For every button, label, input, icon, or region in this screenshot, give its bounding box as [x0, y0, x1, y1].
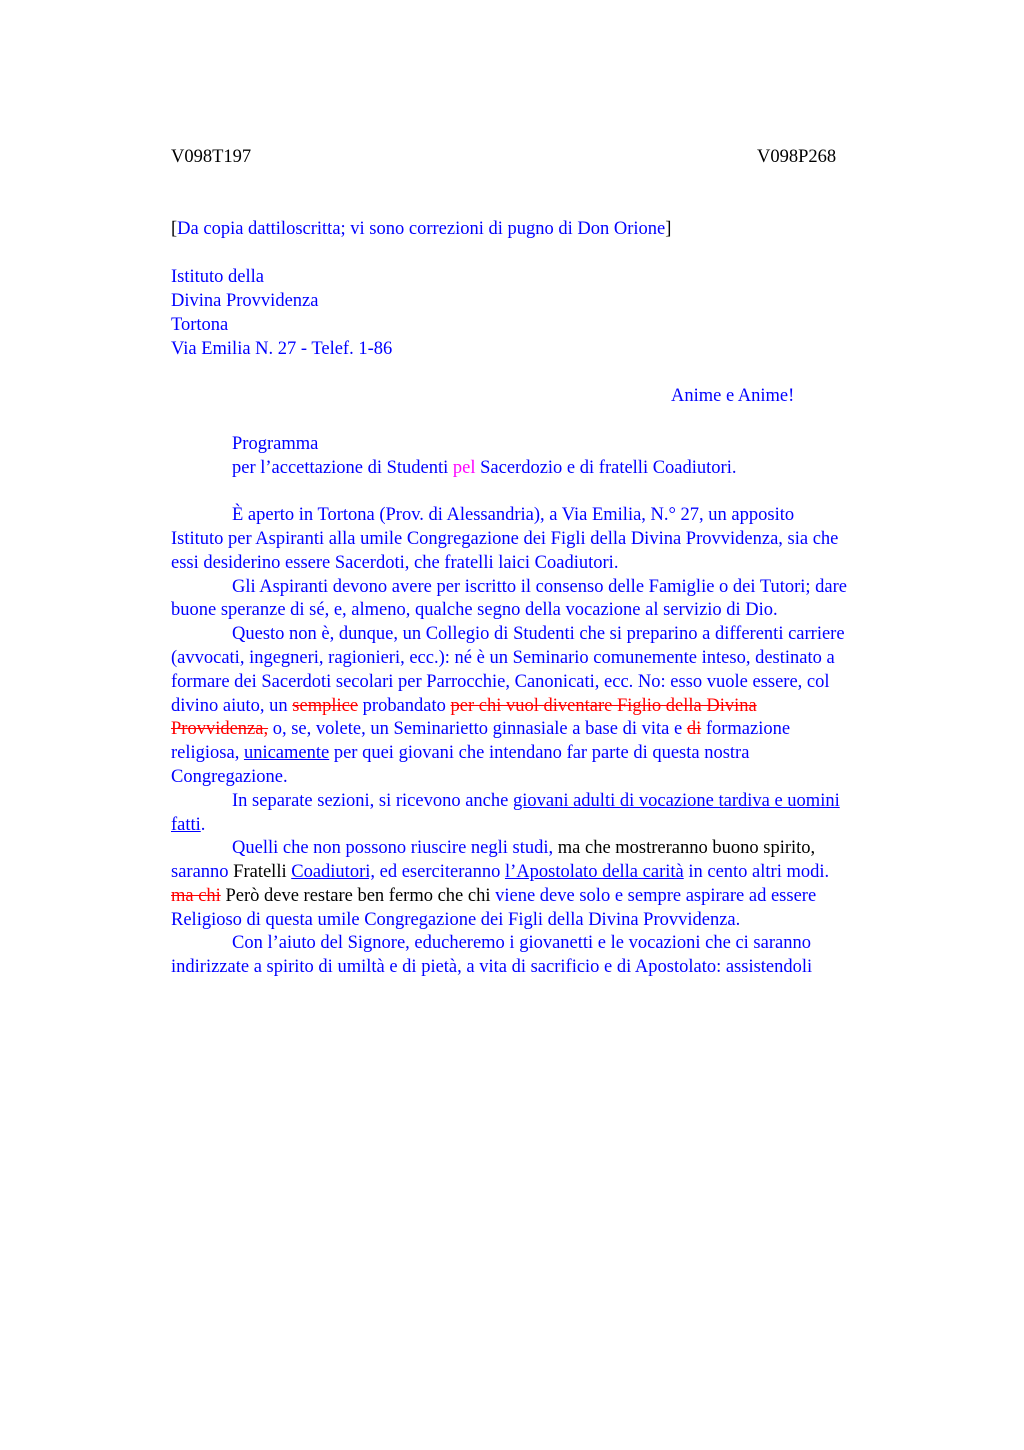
paragraph-line: (avvocati, ingegneri, ragionieri, ecc.): né è un Seminario comunemente inteso, destinato a: [171, 648, 835, 668]
deletion: per chi vuol diventare Figlio della Divina: [450, 696, 757, 716]
paragraph-line: essi desiderino essere Sacerdoti, che fratelli laici Coadiutori.: [171, 553, 619, 573]
address-line: Via Emilia N. 27 - Telef. 1-86: [171, 339, 393, 359]
program-title: Programma: [232, 434, 319, 454]
paragraph-line: formare dei Sacerdoti secolari per Parrocchie, Canonicati, ecc. No: esso vuole essere, col: [171, 672, 830, 692]
paragraph-line: Quelli che non possono riuscire negli studi, ma che mostreranno buono spirito,: [232, 838, 816, 858]
paragraph-line: Gli Aspiranti devono avere per iscritto il consenso delle Famiglie o dei Tutori; dare: [232, 577, 848, 597]
editorial-note: [Da copia dattiloscritta; vi sono correzioni di pugno di Don Orione]: [171, 219, 672, 239]
paragraph-line: divino aiuto, un semplice probandato per chi vuol diventare Figlio della Divina: [171, 696, 757, 716]
deletion: ma chi: [171, 886, 221, 906]
paragraph-line: Congregazione.: [171, 767, 288, 787]
deletion: semplice: [292, 696, 359, 716]
address-line: Istituto della: [171, 267, 264, 287]
paragraph-line: In separate sezioni, si ricevono anche giovani adulti di vocazione tardiva e uomini: [232, 791, 840, 811]
address-line: Tortona: [171, 315, 229, 335]
paragraph-line: Religioso di questa umile Congregazione dei Figli della Divina Provvidenza.: [171, 910, 741, 930]
paragraph-line: buone speranze di sé, e, almeno, qualche segno della vocazione al servizio di Dio.: [171, 600, 778, 620]
paragraph-line: Provvidenza, o, se, volete, un Seminarietto ginnasiale a base di vita e di formazione: [171, 719, 791, 739]
header-left-code: V098T197: [171, 147, 252, 167]
header-right-code: V098P268: [757, 147, 837, 167]
deletion: Provvidenza,: [171, 719, 269, 739]
paragraph-line: Questo non è, dunque, un Collegio di Studenti che si preparino a differenti carriere: [232, 624, 845, 644]
paragraph-line: Con l’aiuto del Signore, educheremo i giovanetti e le vocazioni che ci saranno: [232, 933, 811, 953]
paragraph-line: Istituto per Aspiranti alla umile Congregazione dei Figli della Divina Provvidenza, sia che: [171, 529, 839, 549]
address-line: Divina Provvidenza: [171, 291, 319, 311]
paragraph-line: saranno Fratelli Coadiutori, ed eserciteranno l’Apostolato della carità in cento altri modi.: [171, 862, 830, 882]
paragraph-line: ma chi Però deve restare ben fermo che chi viene deve solo e sempre aspirare ad essere: [171, 886, 817, 906]
program-subtitle: per l’accettazione di Studenti pel Sacerdozio e di fratelli Coadiutori.: [232, 458, 737, 478]
paragraph-line: religiosa, unicamente per quei giovani che intendano far parte di questa nostra: [171, 743, 750, 763]
deletion: di: [686, 719, 702, 739]
paragraph-line: È aperto in Tortona (Prov. di Alessandria), a Via Emilia, N.° 27, un apposito: [232, 505, 795, 525]
paragraph-line: indirizzate a spirito di umiltà e di pietà, a vita di sacrificio e di Apostolato: assistendoli: [171, 957, 813, 977]
paragraph-line: fatti.: [171, 815, 206, 835]
motto: Anime e Anime!: [671, 386, 795, 406]
